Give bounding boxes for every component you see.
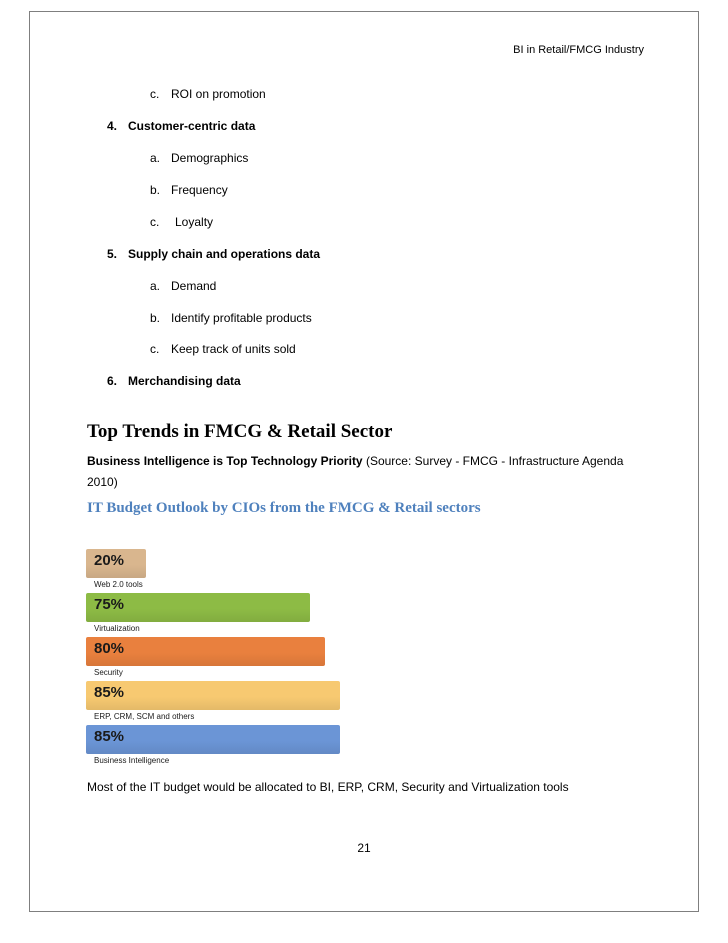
list-item-heading: Customer-centric data: [128, 119, 256, 133]
list-item-text: Frequency: [171, 183, 228, 197]
list-marker: c.: [150, 215, 160, 229]
list-marker: 6.: [107, 374, 118, 388]
bar-value-label: 80%: [94, 640, 125, 657]
bar-value-label: 75%: [94, 596, 125, 613]
subtitle-bold: Business Intelligence is Top Technology Priority: [87, 454, 363, 468]
chart-bar: [86, 681, 340, 710]
bar-value-label: 85%: [94, 728, 125, 745]
list-item-heading: Merchandising data: [128, 374, 241, 388]
chart-bar: [86, 637, 325, 666]
bar-category-label: Web 2.0 tools: [94, 580, 143, 589]
chart-caption: Most of the IT budget would be allocated to BI, ERP, CRM, Security and Virtualization tools: [87, 780, 569, 794]
running-header: BI in Retail/FMCG Industry: [513, 44, 644, 56]
page-number: 21: [357, 841, 371, 855]
list-item-text: Loyalty: [175, 215, 214, 229]
bar-value-label: 85%: [94, 684, 125, 701]
list-marker: b.: [150, 311, 161, 325]
list-item-text: Keep track of units sold: [171, 342, 296, 356]
bar-category-label: Security: [94, 668, 123, 677]
list-marker: 4.: [107, 119, 118, 133]
it-budget-chart: [86, 546, 340, 768]
list-marker: b.: [150, 183, 161, 197]
section-heading: Top Trends in FMCG & Retail Sector: [87, 421, 393, 442]
subtitle-source: (Source: Survey - FMCG - Infrastructure Agenda 2010): [87, 454, 624, 489]
list-item-text: Identify profitable products: [171, 311, 312, 325]
chart-subheading: IT Budget Outlook by CIOs from the FMCG & Retail sectors: [87, 500, 481, 516]
list-marker: a.: [150, 279, 161, 293]
list-marker: c.: [150, 342, 160, 356]
chart-bar: [86, 725, 340, 754]
list-marker: a.: [150, 151, 161, 165]
list-item-text: Demand: [171, 279, 217, 293]
chart-bar: [86, 549, 146, 578]
bar-category-label: ERP, CRM, SCM and others: [94, 712, 195, 721]
list-item-heading: Supply chain and operations data: [128, 247, 321, 261]
bar-value-label: 20%: [94, 552, 125, 569]
list-item-text: Demographics: [171, 151, 249, 165]
section-subtitle: [87, 451, 647, 493]
list-marker: c.: [150, 87, 160, 101]
list-item-text: ROI on promotion: [171, 87, 266, 101]
bar-category-label: Business Intelligence: [94, 756, 170, 765]
list-marker: 5.: [107, 247, 118, 261]
chart-bar: [86, 593, 310, 622]
bar-category-label: Virtualization: [94, 624, 140, 633]
